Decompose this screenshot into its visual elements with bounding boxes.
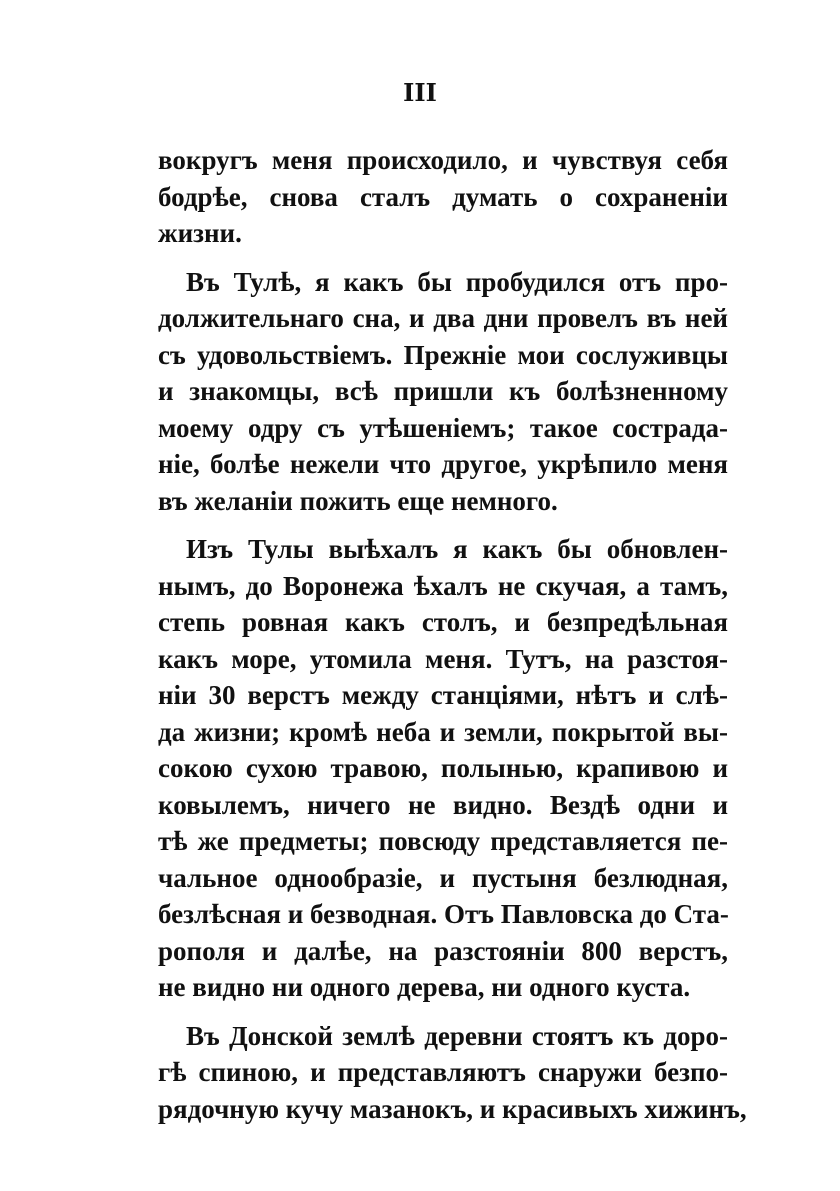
text-line: ніе, болѣе нежели что другое, укрѣпило меня (158, 449, 728, 479)
text-line: рополя и далѣе, на разстояніи 800 верстъ, (158, 935, 728, 966)
paragraph-1 (158, 142, 728, 252)
text-line: сокою сухою травою, полынью, крапивою и (158, 753, 728, 783)
text-line: моему одру съ утѣшеніемъ; такое сострада- (158, 412, 728, 443)
body-text (158, 142, 747, 1127)
text-line: гѣ спиною, и представляютъ снаружи безпо- (158, 1057, 728, 1087)
text-line: вокругъ меня происходило, и чувствуя себя (158, 145, 728, 175)
text-line: ніи 30 верстъ между станціями, нѣтъ и слѣ- (158, 680, 728, 710)
text-line: какъ море, утомила меня. Тутъ, на разстоя- (158, 643, 728, 674)
paragraph-2 (158, 264, 728, 520)
text-line: степь ровная какъ столъ, и безпредѣльная (158, 607, 728, 637)
text-line: Въ Донской землѣ деревни стоятъ къ доро- (186, 1020, 728, 1051)
text-line: должительнаго сна, и два дни провелъ въ ней (158, 303, 728, 333)
text-line: въ желаніи пожить еще немного. (158, 485, 558, 516)
text-line: не видно ни одного дерева, ни одного куста. (158, 972, 691, 1002)
text-line: Въ Тулѣ, я какъ бы пробудился отъ про- (186, 266, 728, 297)
text-line: ковылемъ, ничего не видно. Вездѣ одни и (158, 789, 728, 820)
text-line: чальное однообразіе, и пустыня безлюдная, (158, 862, 728, 893)
text-line: рядочную кучу мазанокъ, и красивыхъ хижинъ, (158, 1093, 747, 1124)
text-line: жизни. (158, 218, 242, 248)
text-line: нымъ, до Воронежа ѣхалъ не скучая, а тамъ, (158, 570, 728, 601)
text-line: съ удовольствіемъ. Прежніе мои сослуживцы (158, 339, 728, 370)
paragraph-3 (158, 531, 728, 1006)
text-line: Изъ Тулы выѣхалъ я какъ бы обновлен- (186, 534, 728, 564)
text-line: безлѣсная и безводная. Отъ Павловска до Ста- (158, 899, 729, 929)
text-line: да жизни; кромѣ неба и земли, покрытой вы- (158, 716, 728, 747)
paragraph-4 (158, 1018, 747, 1128)
text-line: бодрѣе, снова сталъ думать о сохраненіи (158, 181, 728, 212)
text-line: тѣ же предметы; повсюду представляется пе- (158, 826, 728, 856)
text-line: и знакомцы, всѣ пришли къ болѣзненному (158, 376, 728, 406)
page-number: III (403, 78, 437, 107)
